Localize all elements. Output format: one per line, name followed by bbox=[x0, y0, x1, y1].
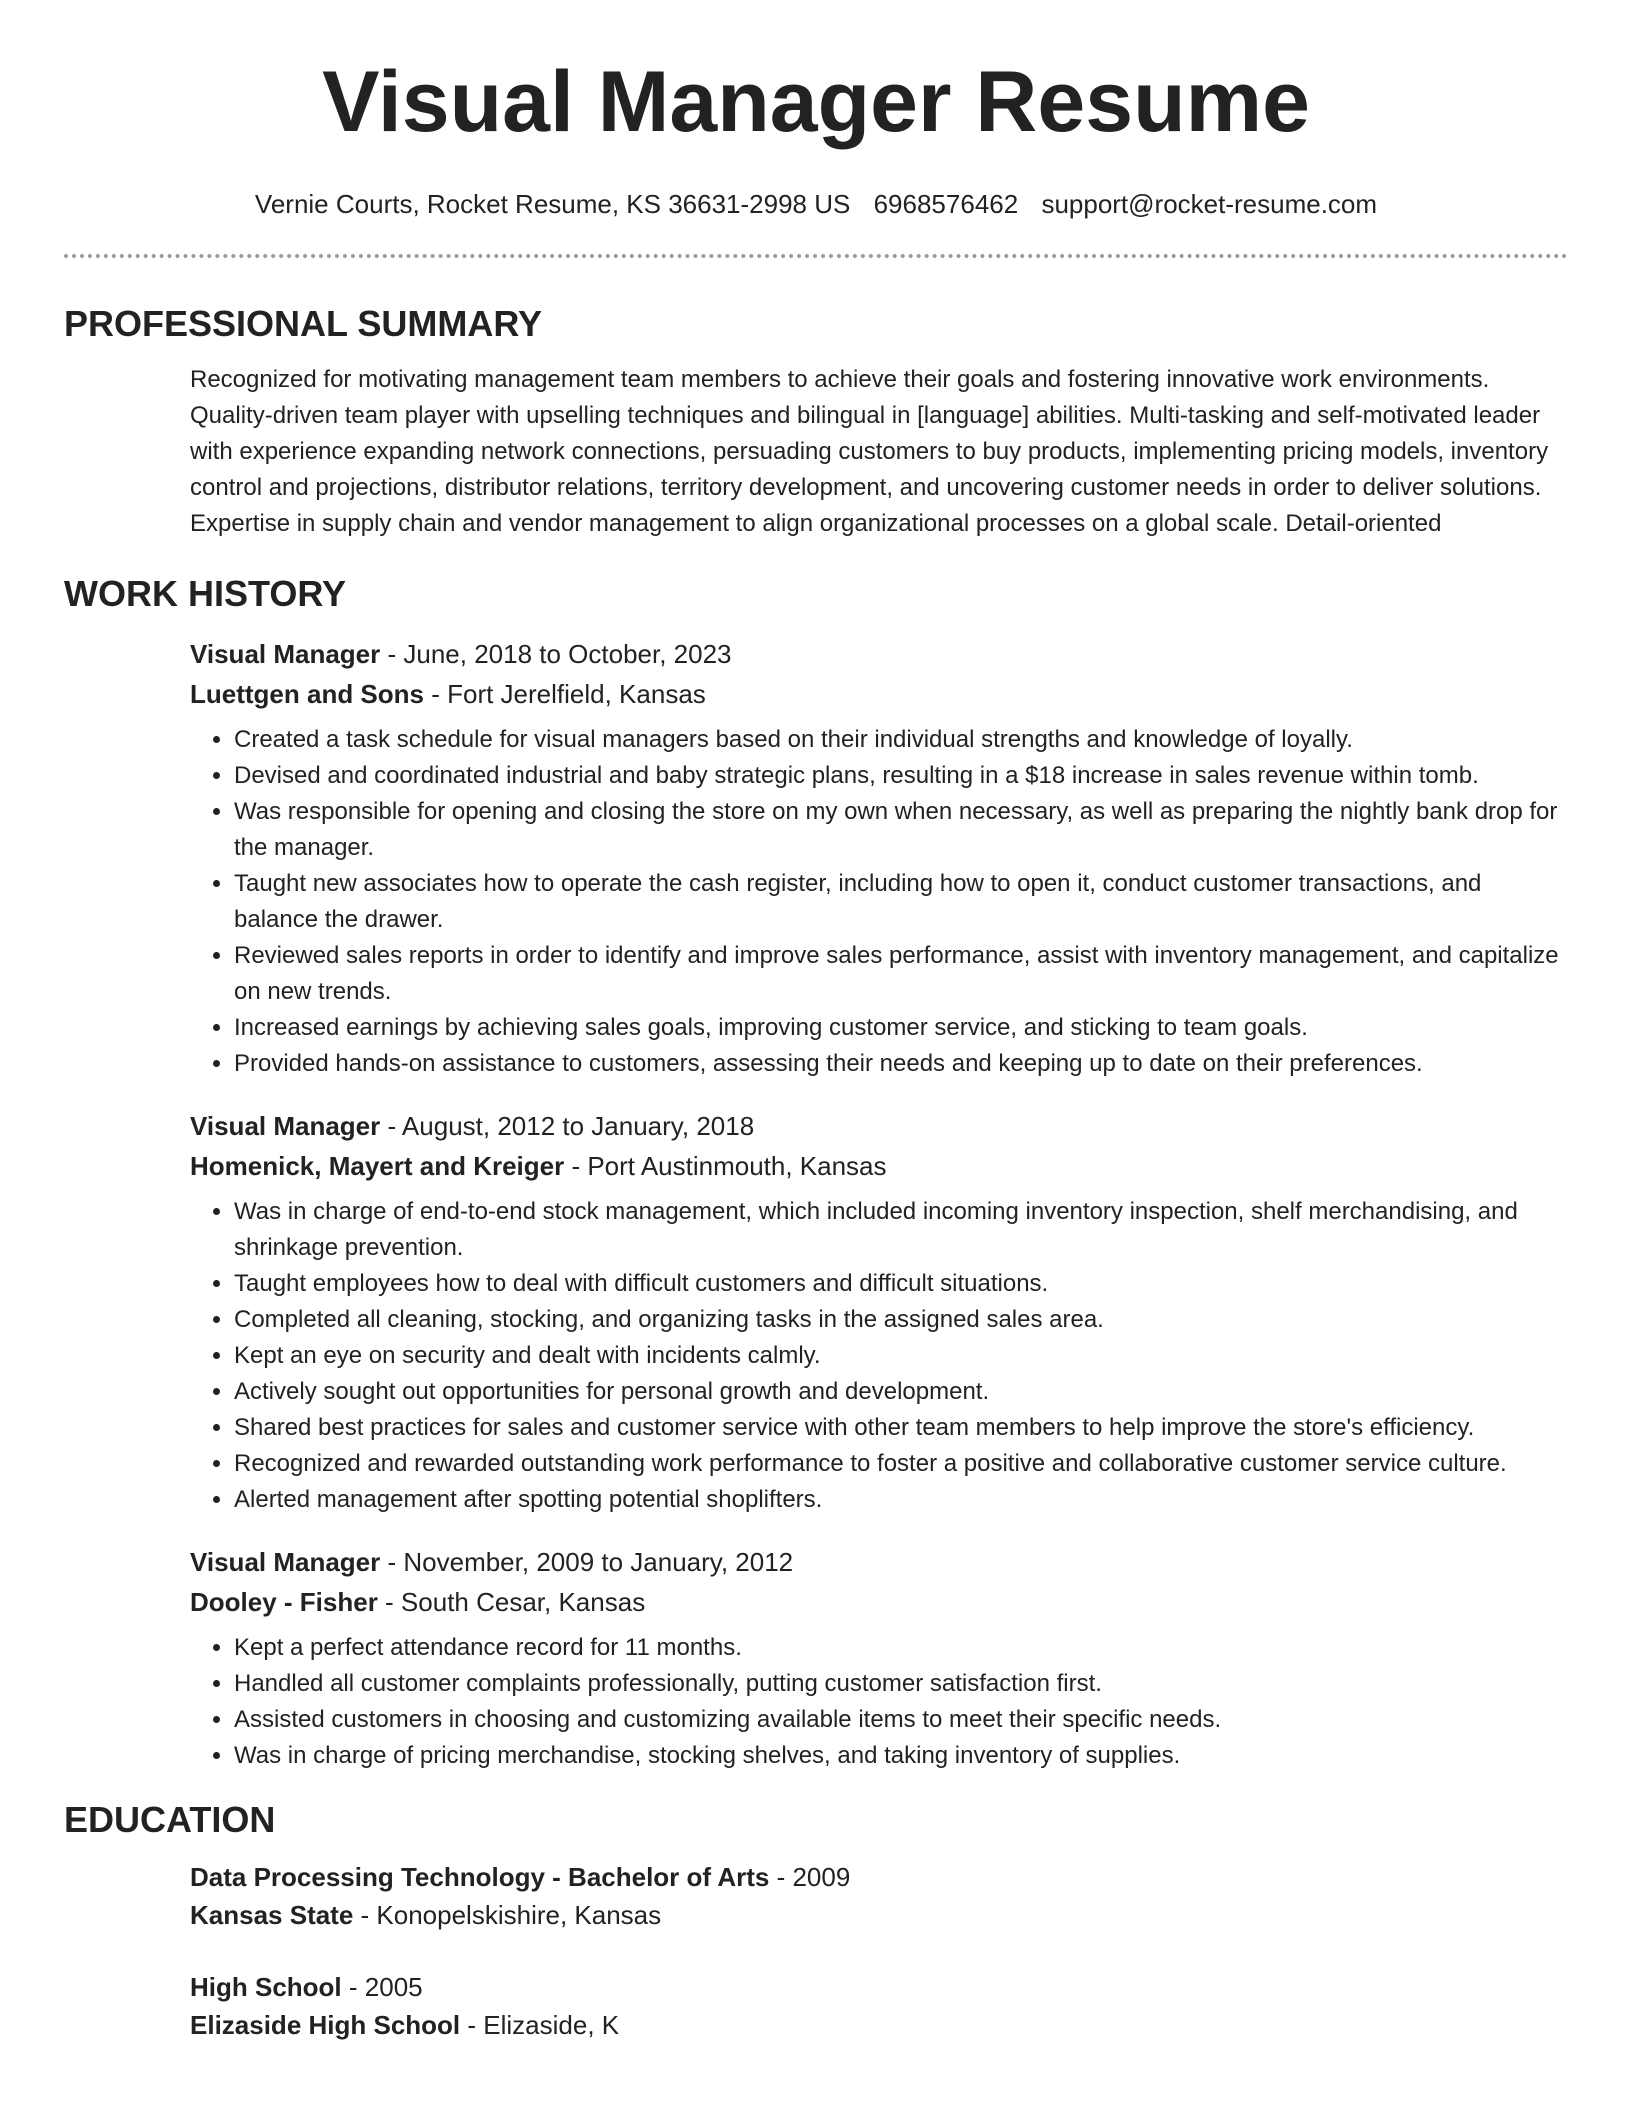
list-item: • Was responsible for opening and closing the store on my own when necessary, as well as preparing the nightly bank drop for the manager. bbox=[234, 794, 1568, 866]
summary-section bbox=[190, 362, 1568, 542]
job-company-line bbox=[190, 1146, 1568, 1186]
job-entry bbox=[190, 1106, 1568, 1518]
education-school-line bbox=[190, 1896, 1568, 1934]
job-dates: - August, 2012 to January, 2018 bbox=[380, 1111, 755, 1141]
education-degree-line bbox=[190, 1968, 1568, 2006]
list-item: • Handled all customer complaints professionally, putting customer satisfaction first. bbox=[234, 1666, 1568, 1702]
work-history-heading: WORK HISTORY bbox=[64, 573, 347, 614]
summary-heading: PROFESSIONAL SUMMARY bbox=[64, 303, 543, 344]
list-item: • Was in charge of end-to-end stock management, which included incoming inventory inspection, shelf merchandising, and shrinkage prevention. bbox=[234, 1194, 1568, 1266]
education-school: Kansas State bbox=[190, 1900, 354, 1930]
education-location: - Elizaside, K bbox=[460, 2010, 620, 2040]
job-title: Visual Manager bbox=[190, 639, 381, 669]
job-company-line bbox=[190, 1582, 1568, 1622]
list-item: • Created a task schedule for visual managers based on their individual strengths and knowledge of loyally. bbox=[234, 722, 1568, 758]
list-item: • Shared best practices for sales and customer service with other team members to help improve the store's efficiency. bbox=[234, 1410, 1568, 1446]
job-location: - Fort Jerelfield, Kansas bbox=[424, 679, 706, 709]
education-year: - 2009 bbox=[769, 1862, 851, 1892]
job-title-line bbox=[190, 1106, 1568, 1146]
summary-text: Recognized for motivating management team members to achieve their goals and fostering innovative work environments. Quality-driven team player with upselling techniques and bilingual in [language] abilities. Multi-tasking and self-motivated leader with experience expanding network connections, persuading customers to buy products, implementing pricing models, inventory control and projections, distributor relations, territory development, and uncovering customer needs in order to deliver solutions. Expertise in supply chain and vendor management to align organizational processes on a global scale. Detail-oriented bbox=[190, 366, 1549, 537]
job-entry bbox=[190, 1542, 1568, 1774]
list-item: • Kept an eye on security and dealt with incidents calmly. bbox=[234, 1338, 1568, 1374]
list-item: • Was in charge of pricing merchandise, stocking shelves, and taking inventory of supplies. bbox=[234, 1738, 1568, 1774]
education-entry bbox=[190, 1858, 1568, 1934]
job-company: Luettgen and Sons bbox=[190, 679, 424, 709]
education-school-line bbox=[190, 2006, 1568, 2044]
list-item: • Completed all cleaning, stocking, and organizing tasks in the assigned sales area. bbox=[234, 1302, 1568, 1338]
list-item: • Increased earnings by achieving sales goals, improving customer service, and sticking to team goals. bbox=[234, 1010, 1568, 1046]
education-degree-line bbox=[190, 1858, 1568, 1896]
job-company: Dooley - Fisher bbox=[190, 1587, 378, 1617]
job-dates: - November, 2009 to January, 2012 bbox=[380, 1547, 794, 1577]
list-item: • Taught employees how to deal with difficult customers and difficult situations. bbox=[234, 1266, 1568, 1302]
list-item: • Kept a perfect attendance record for 11 months. bbox=[234, 1630, 1568, 1666]
job-company: Homenick, Mayert and Kreiger bbox=[190, 1151, 565, 1181]
education-heading: EDUCATION bbox=[64, 1799, 276, 1840]
job-title: Visual Manager bbox=[190, 1111, 381, 1141]
job-entry bbox=[190, 634, 1568, 1082]
list-item: • Recognized and rewarded outstanding work performance to foster a positive and collaborative customer service culture. bbox=[234, 1446, 1568, 1482]
job-bullets bbox=[190, 1194, 1568, 1518]
resume-title: Visual Manager Resume bbox=[322, 54, 1310, 150]
job-location: - South Cesar, Kansas bbox=[377, 1587, 646, 1617]
list-item: • Provided hands-on assistance to customers, assessing their needs and keeping up to date on their preferences. bbox=[234, 1046, 1568, 1082]
list-item: • Reviewed sales reports in order to identify and improve sales performance, assist with inventory management, and capitalize on new trends. bbox=[234, 938, 1568, 1010]
contact-phone: 6968576462 bbox=[873, 189, 1019, 219]
contact-line bbox=[0, 188, 1632, 220]
education-year: - 2005 bbox=[341, 1972, 423, 2002]
education-location: - Konopelskishire, Kansas bbox=[353, 1900, 662, 1930]
list-item: • Devised and coordinated industrial and baby strategic plans, resulting in a $18 increase in sales revenue within tomb. bbox=[234, 758, 1568, 794]
education-entry bbox=[190, 1968, 1568, 2044]
list-item: • Alerted management after spotting potential shoplifters. bbox=[234, 1482, 1568, 1518]
job-title-line bbox=[190, 1542, 1568, 1582]
job-dates: - June, 2018 to October, 2023 bbox=[380, 639, 732, 669]
education-school: Elizaside High School bbox=[190, 2010, 461, 2040]
job-title-line bbox=[190, 634, 1568, 674]
job-location: - Port Austinmouth, Kansas bbox=[564, 1151, 887, 1181]
header-divider bbox=[64, 254, 1568, 258]
education-degree: Data Processing Technology - Bachelor of Arts bbox=[190, 1862, 770, 1892]
list-item: • Assisted customers in choosing and customizing available items to meet their specific needs. bbox=[234, 1702, 1568, 1738]
job-company-line bbox=[190, 674, 1568, 714]
contact-email: support@rocket-resume.com bbox=[1041, 189, 1378, 219]
job-bullets bbox=[190, 1630, 1568, 1774]
list-item: • Actively sought out opportunities for personal growth and development. bbox=[234, 1374, 1568, 1410]
list-item: • Taught new associates how to operate the cash register, including how to open it, conduct customer transactions, and balance the drawer. bbox=[234, 866, 1568, 938]
education-degree: High School bbox=[190, 1972, 342, 2002]
job-title: Visual Manager bbox=[190, 1547, 381, 1577]
job-bullets bbox=[190, 722, 1568, 1082]
contact-address: Vernie Courts, Rocket Resume, KS 36631-2998 US bbox=[254, 189, 851, 219]
